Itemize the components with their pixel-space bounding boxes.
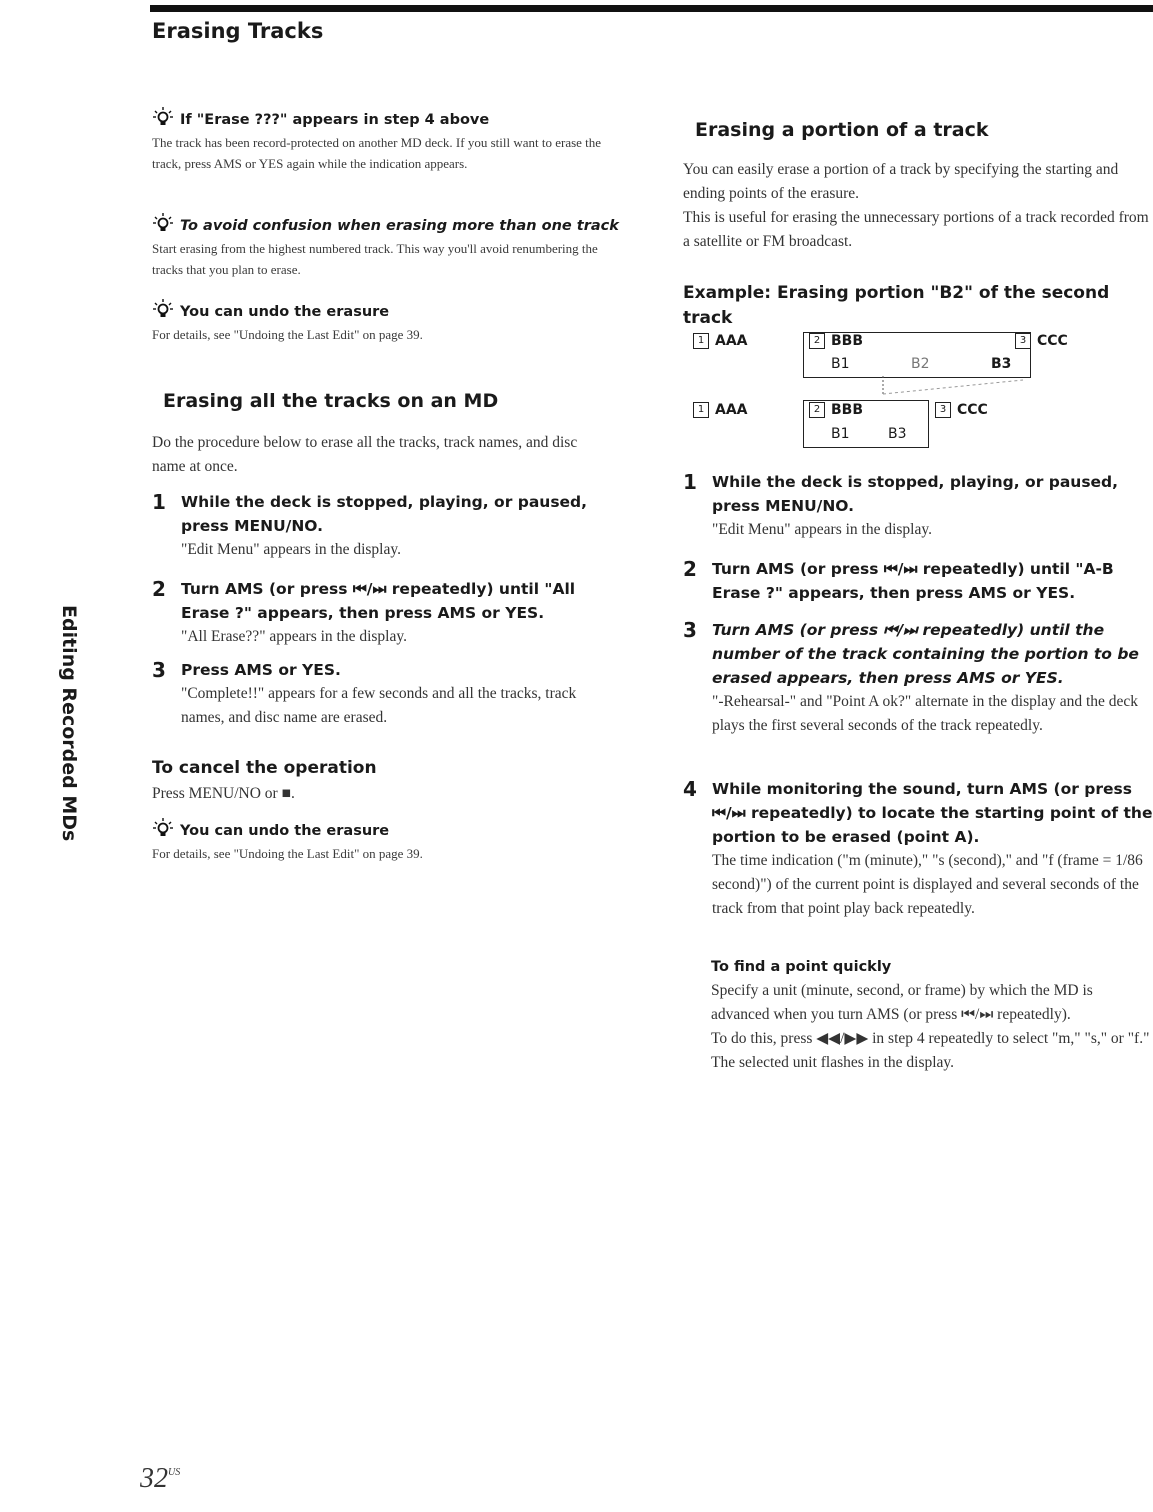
segment-b2: B2	[911, 356, 930, 372]
find-point-box	[711, 959, 1153, 1075]
track-diagram	[683, 330, 1153, 460]
track-1-label: 1 AAA	[693, 333, 748, 349]
lightbulb-icon	[152, 298, 174, 320]
step-title: Turn AMS (or press ⏮/⏭ repeatedly) until "A-B Erase ?" appears, then press AMS or YES.	[712, 560, 1114, 602]
step-3	[152, 658, 622, 730]
track-3-label-after: 3 CCC	[935, 402, 988, 418]
tip-title: You can undo the erasure	[180, 304, 390, 320]
step-title: While the deck is stopped, playing, or paused, press MENU/NO.	[712, 473, 1119, 515]
find-point-body-2: To do this, press ◀◀/▶▶ in step 4 repeatedly to select "m," "s," or "f." The selected unit flashes in the display.	[711, 1030, 1150, 1071]
portion-intro-2: This is useful for erasing the unnecessary portions of a track recorded from a satellite or FM broadcast.	[683, 209, 1149, 250]
step-desc: The time indication ("m (minute)," "s (second)," and "f (frame = 1/86 second)") of the current point is displayed and several seconds of the track from that point play back repeatedly.	[712, 852, 1143, 917]
step-title: While the deck is stopped, playing, or paused, press MENU/NO.	[181, 493, 588, 535]
tip-undo-erasure	[152, 298, 622, 345]
segment-b3-after: B3	[888, 426, 907, 442]
tip-body: Start erasing from the highest numbered track. This way you'll avoid renumbering the tracks that you plan to erase.	[152, 241, 598, 277]
step-number: 3	[683, 618, 697, 642]
step-number: 4	[683, 777, 697, 801]
step-desc: "Edit Menu" appears in the display.	[712, 521, 932, 538]
section-heading-erase-all: Erasing all the tracks on an MD	[163, 390, 499, 412]
page-title: Erasing Tracks	[152, 19, 324, 43]
header-rule	[150, 5, 1153, 12]
portion-step-3	[683, 618, 1153, 738]
step-title: Press AMS or YES.	[181, 661, 341, 679]
tip-body: For details, see "Undoing the Last Edit" on page 39.	[152, 846, 423, 861]
step-number: 1	[683, 470, 697, 494]
erase-all-intro: Do the procedure below to erase all the tracks, track names, and disc name at once.	[152, 434, 578, 475]
step-title: While monitoring the sound, turn AMS (or press ⏮/⏭ repeatedly) to locate the starting point of the portion to be erased (point A).	[712, 780, 1153, 846]
cancel-heading: To cancel the operation	[152, 758, 377, 778]
tip-body: For details, see "Undoing the Last Edit" on page 39.	[152, 327, 423, 342]
portion-step-1	[683, 470, 1153, 542]
portion-intro-1: You can easily erase a portion of a track by specifying the starting and ending points of the erasure.	[683, 161, 1119, 202]
cancel-body: Press MENU/NO or ■.	[152, 785, 295, 802]
lightbulb-icon	[152, 212, 174, 234]
step-number: 2	[152, 577, 166, 601]
portion-step-4	[683, 777, 1153, 921]
tip-title: You can undo the erasure	[180, 823, 390, 839]
track-2-label: 2 BBB	[809, 333, 863, 349]
page-number: $32^{US}$	[140, 1463, 181, 1494]
lightbulb-icon	[152, 817, 174, 839]
step-2	[152, 577, 622, 649]
dashed-guides	[803, 376, 1043, 400]
tip-title: To avoid confusion when erasing more than one track	[180, 218, 619, 234]
track-2-label-after: 2 BBB	[809, 402, 863, 418]
step-number: 3	[152, 658, 166, 682]
segment-b1-after: B1	[831, 426, 850, 442]
step-desc: "-Rehearsal-" and "Point A ok?" alternate in the display and the deck plays the first several seconds of the track repeatedly.	[712, 693, 1139, 734]
side-tab	[58, 605, 100, 842]
tip-undo-erasure-2	[152, 817, 622, 864]
find-point-heading: To find a point quickly	[711, 959, 892, 975]
step-1	[152, 490, 622, 562]
track-3-label: 3 CCC	[1015, 333, 1068, 349]
step-desc: "Complete!!" appears for a few seconds and all the tracks, track names, and disc name are erased.	[181, 685, 577, 726]
tip-erase-question	[152, 106, 622, 174]
step-title: Turn AMS (or press ⏮/⏭ repeatedly) until "All Erase ?" appears, then press AMS or YES.	[181, 580, 576, 622]
tip-avoid-confusion	[152, 212, 622, 280]
segment-b3: B3	[991, 356, 1012, 372]
section-heading-erase-portion: Erasing a portion of a track	[695, 119, 989, 141]
side-tab-label: Editing Recorded MDs	[58, 605, 80, 842]
step-desc: "Edit Menu" appears in the display.	[181, 541, 401, 558]
example-heading: Example: Erasing portion "B2" of the second track	[683, 283, 1110, 328]
lightbulb-icon	[152, 106, 174, 128]
step-number: 2	[683, 557, 697, 581]
portion-step-2	[683, 557, 1153, 605]
tip-title: If "Erase ???" appears in step 4 above	[180, 112, 490, 128]
step-title: Turn AMS (or press ⏮/⏭ repeatedly) until the number of the track containing the portion to be erased appears, then press AMS or YES.	[712, 621, 1139, 687]
step-number: 1	[152, 490, 166, 514]
tip-body: The track has been record-protected on another MD deck. If you still want to erase the track, press AMS or YES again while the indication appears.	[152, 135, 602, 171]
segment-b1: B1	[831, 356, 850, 372]
find-point-body-1: Specify a unit (minute, second, or frame) by which the MD is advanced when you turn AMS (or press ⏮/⏭ repeatedly).	[711, 982, 1093, 1023]
step-desc: "All Erase??" appears in the display.	[181, 628, 407, 645]
track-1-label-after: 1 AAA	[693, 402, 748, 418]
